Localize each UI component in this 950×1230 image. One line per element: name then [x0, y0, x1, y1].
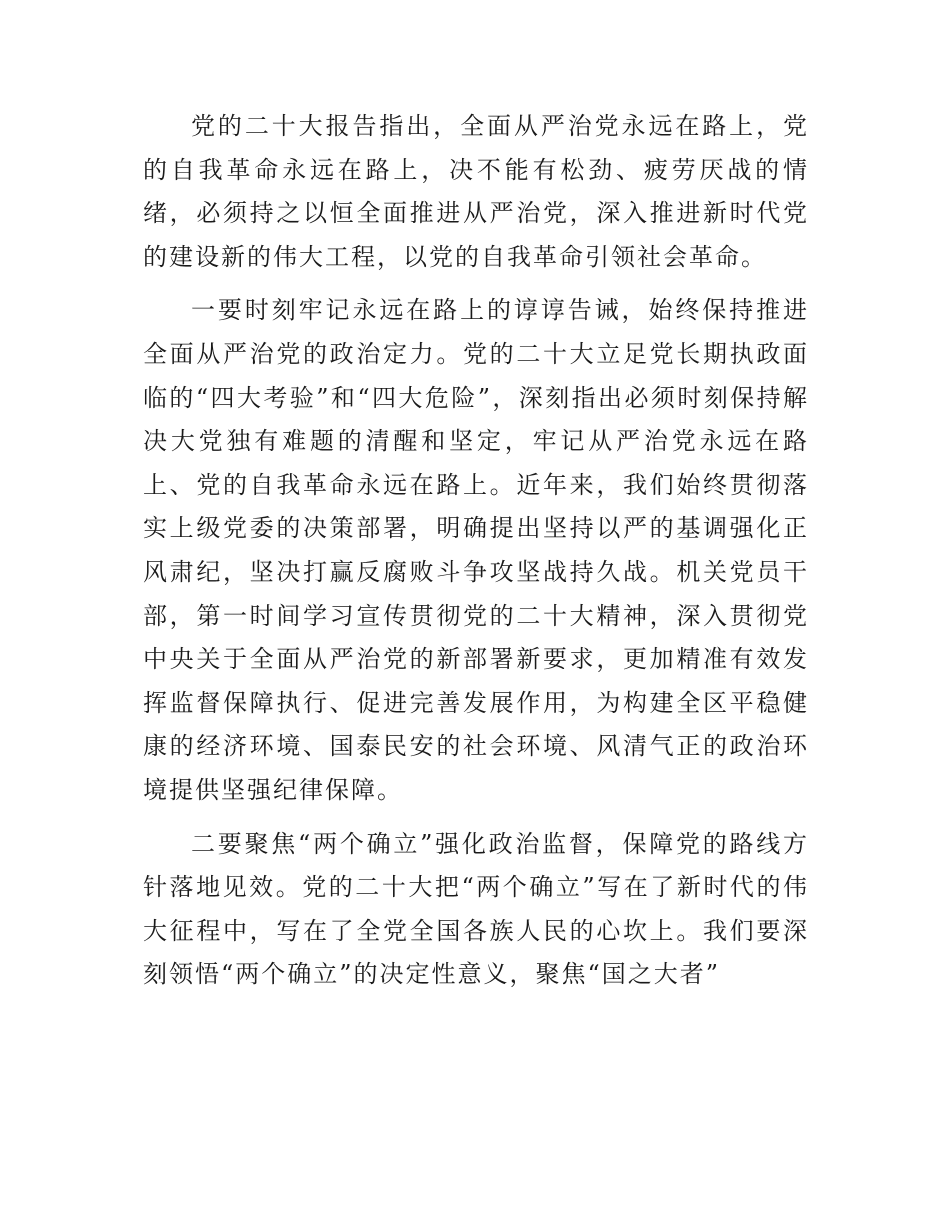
- paragraph-intro: 党的二十大报告指出，全面从严治党永远在路上，党的自我革命永远在路上，决不能有松劲、疲劳厌战的情绪，必须持之以恒全面推进从严治党，深入推进新时代党的建设新的伟大工程，以党的自我革命引领社会革命。: [143, 112, 809, 271]
- paragraph-point-two: 二要聚焦“两个确立”强化政治监督，保障党的路线方针落地见效。党的二十大把“两个确立”写在了新时代的伟大征程中，写在了全党全国各族人民的心坎上。我们要深刻领悟“两个确立”的决定性意义，聚焦“国之大者”: [143, 829, 809, 989]
- document-body: [143, 105, 809, 997]
- paragraph-point-one: 一要时刻牢记永远在路上的谆谆告诫，始终保持推进全面从严治党的政治定力。党的二十大立足党长期执政面临的“四大考验”和“四大危险”，深刻指出必须时刻保持解决大党独有难题的清醒和坚定，牢记从严治党永远在路上、党的自我革命永远在路上。近年来，我们始终贯彻落实上级党委的决策部署，明确提出坚持以严的基调强化正风肃纪，坚决打赢反腐败斗争攻坚战持久战。机关党员干部，第一时间学习宣传贯彻党的二十大精神，深入贯彻党中央关于全面从严治党的新部署新要求，更加精准有效发挥监督保障执行、促进完善发展作用，为构建全区平稳健康的经济环境、国泰民安的社会环境、风清气正的政治环境提供坚强纪律保障。: [143, 296, 809, 804]
